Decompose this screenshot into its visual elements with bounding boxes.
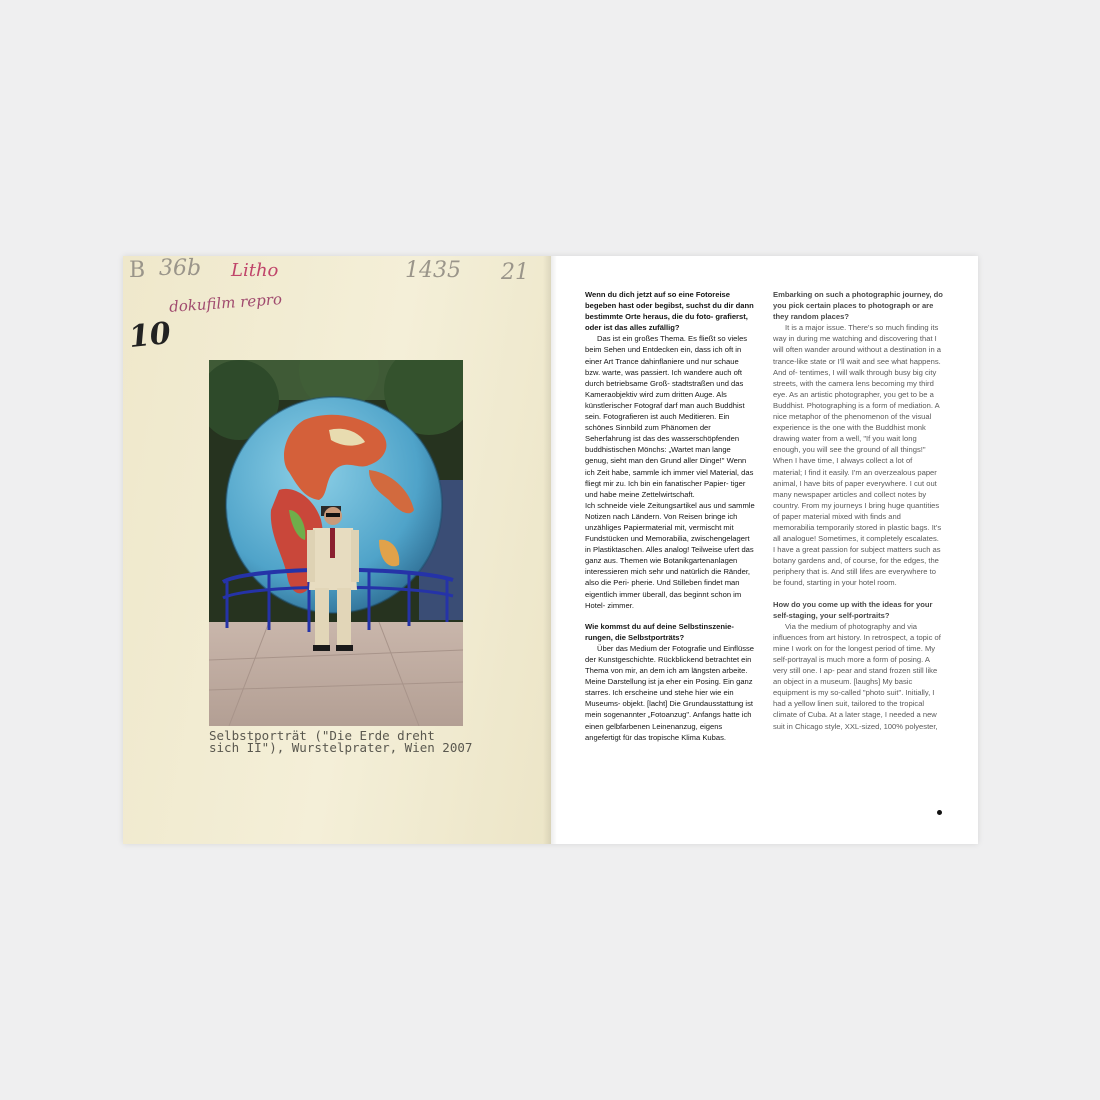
english-question-1: Embarking on such a photographic journey, do you pick certain places to photograph or are they random places? [773,290,943,322]
page-dot-marker [937,810,942,815]
annotation-number: 1435 [405,258,461,283]
annotation-note: dokufilm repro [168,290,283,316]
german-question-1: Wenn du dich jetzt auf so eine Fotoreise begeben hast oder begibst, suchst du dir dann bestimmte Orte heraus, die du foto- grafierst, oder ist das alles zufällig? [585,290,754,333]
caption-line-1: Selbstporträt ("Die Erde dreht [209,728,435,743]
annotation-code: 36b [159,256,202,281]
german-answer-1b: Ich schneide viele Zeitungsartikel aus und sammle Notizen nach Ländern. Von Reisen bringe ich unzähliges Papiermaterial mit, vermischt mit Fundstücken und Memorabilia, zwischengelagert in Plastiktaschen. Alles analog! Teilweise ufert das ganz aus. Themen wie Botanikgartenanlagen interessieren mich sehr und natürlich die Ränder, also die Peri- pherie. Und Stilleben findet man eigentlich immer überall, das beginnt schon im Hotel- zimmer. [585,500,755,610]
german-answer-1: Das ist ein großes Thema. Es fließt so vieles beim Sehen und Entdecken ein, dass ich oft in einer Art Trance dahinflaniere und nur schaue bzw. warte, was passiert. Ich wandere auch oft durch betriebsame Groß- stadtstraßen und das Kameraobjektiv wird zum dritten Auge. Als künstlerischer Fotograf darf man auch Buddhist sein. Fotografieren ist auch Meditieren. Ein schönes Sinnbild zum Phänomen der Seherfahrung ist das des wasserschöpfenden buddhistischen Mönchs: „Wartet man lange genug, sieht man den Grund aller Dinge!" Wenn ich Zeit habe, sammle ich immer viel Material, das fliegt mir zu. Ich bin ein fanatischer Papier- tiger und habe meine Zettelwirtschaft. [585,334,754,499]
left-page [123,256,551,844]
globe-photo-illustration [209,360,463,726]
caption-line-2: sich II"), Wurstelprater, Wien 2007 [209,740,473,755]
german-column [585,289,755,743]
english-column [773,289,943,732]
self-portrait-photo [209,360,463,726]
annotation-page-number: 10 [127,315,173,356]
right-page [551,256,978,844]
german-question-2: Wie kommst du auf deine Selbstinszenie- rungen, die Selbstporträts? [585,621,734,642]
english-question-2: How do you come up with the ideas for your self-staging, your self-portraits? [773,599,933,620]
annotation-litho: Litho [231,260,279,281]
annotation-b: B [129,258,146,283]
german-answer-2: Über das Medium der Fotografie und Einflüsse der Kunstgeschichte. Rückblickend betrachtet ein Thema von mir, an dem ich am längsten arbeite. Meine Darstellung ist ja eher ein Posing. Ein ganz starres. Ich erscheine und stehe hier wie ein Museums- objekt. [lacht] Die Grundausstattung ist mein sogenannter „Fotoanzug". Anfangs hatte ich einen gelbfarbenen Leinenanzug, eigens angefertigt für das tropische Klima Kubas. [585,643,755,742]
annotation-number-2: 21 [501,260,529,285]
english-answer-2: Via the medium of photography and via influences from art history. In retrospect, a topic of mine I work on for the longest period of time. My self-portrayal is much more a form of posing. A very still one. I ap- pear and stand frozen still like an object in a museum. [laughs] My basic equipment is my so-called "photo suit". Initially, I had a yellow linen suit, tailored to the tropical climate of Cuba. At a later stage, I needed a new suit in Chicago style, XXL-sized, 100% polyester, [773,621,941,731]
book-spread [123,256,978,844]
photo-caption [209,730,509,754]
english-answer-1: It is a major issue. There's so much finding its way in during me watching and discovering that I will often wander around without a destination in a trance-like state or I'll wait and see what happens. And of- tentimes, I will walk through busy big city streets, with the camera lens becoming my third eye. As an artistic photographer, you get to be a Buddhist. Photographing is a form of mediation. A nice metaphor of the phenomenon of the visual experience is the one with the Buddhist monk drawing water from a well, "If you wait long enough, you will see the ground of all things!" When I have time, I always collect a lot of material; I find it easily. I'm an overzealous paper animal, I have bits of paper everywhere. I cut out many newspaper articles and collect notes by country. From my journeys I bring huge quantities of paper material mixed with finds and memorabilia temporarily stored in plastic bags. It's all analogue! Sometimes, it completely escalates. I have a great passion for subject matters such as botany gardens and, of course, for the edges, the periphery that is. And still lifes are everywhere to be found, starting in your hotel room. [773,323,942,588]
